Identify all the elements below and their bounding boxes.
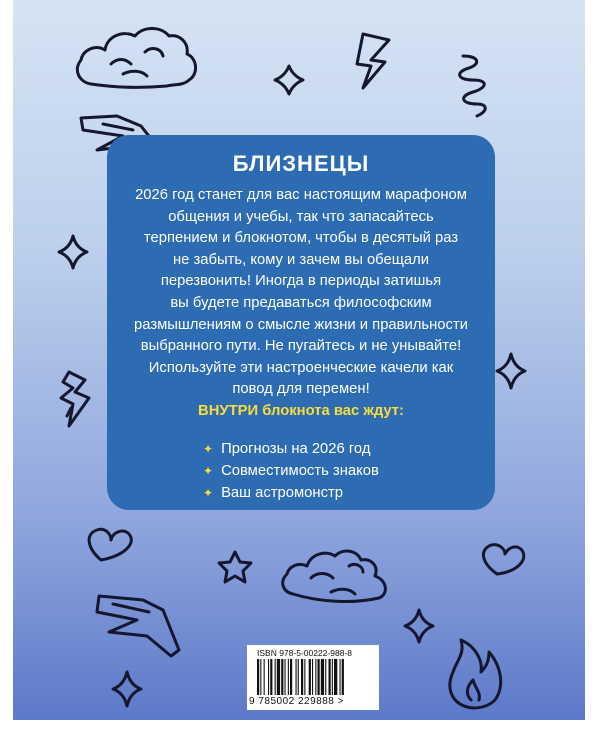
description-line: Используйте эти настроенческие качели как <box>148 359 454 376</box>
feature-label: Прогнозы на 2026 год <box>221 441 371 457</box>
feature-label: Совместимость знаков <box>221 463 379 479</box>
book-back-cover <box>13 0 585 720</box>
inside-heading: ВНУТРИ блокнота вас ждут: <box>198 403 404 419</box>
sparkle-icon <box>113 672 141 706</box>
sparkle-icon <box>275 66 303 94</box>
description-line: общения и учебы, так что запасайтесь <box>168 208 434 225</box>
sparkle-icon <box>405 610 433 642</box>
sparkle-bullet-icon: ✦ <box>203 464 214 478</box>
zodiac-title: БЛИЗНЕЦЫ <box>232 151 370 176</box>
cloud-icon <box>283 551 386 601</box>
sparkle-icon <box>497 354 525 388</box>
features-list <box>203 438 379 504</box>
description-line: перезвонить! Иногда в периоды затишья <box>160 273 442 290</box>
description-text <box>115 185 487 401</box>
star-icon <box>219 552 251 582</box>
comet-icon <box>97 596 179 656</box>
swirl-icon <box>460 56 486 116</box>
isbn-label: ISBN 978-5-00222-988-8 <box>257 648 352 658</box>
cloud-icon <box>77 29 195 88</box>
list-item <box>203 460 379 482</box>
heart-icon <box>89 529 131 560</box>
barcode-box <box>247 645 379 710</box>
feature-label: Ваш астромонстр <box>221 485 343 501</box>
list-item <box>203 438 379 460</box>
barcode-icon <box>257 659 373 695</box>
description-line: не забыть, кому и зачем вы обещали <box>172 251 430 268</box>
sparkle-bullet-icon: ✦ <box>203 486 214 500</box>
sparkle-bullet-icon: ✦ <box>203 442 214 456</box>
barcode-digits: 9 785002 229888 > <box>249 696 344 707</box>
lightning-icon <box>357 34 389 88</box>
description-line: вы будете предаваться философским <box>170 294 432 311</box>
flame-icon <box>450 640 501 708</box>
description-line: размышлениям о смысле жизни и правильности <box>134 316 468 333</box>
heart-icon <box>483 545 523 574</box>
description-line: 2026 год станет для вас настоящим марафоном <box>135 187 467 203</box>
description-panel <box>107 135 495 510</box>
sparkle-icon <box>59 236 87 268</box>
description-line: повод для перемен! <box>232 381 370 398</box>
list-item <box>203 482 379 504</box>
lightning-icon <box>61 372 89 426</box>
description-line: выбранного пути. Не пугайтесь и не унывайте! <box>140 338 462 355</box>
description-line: терпением и блокнотом, чтобы в десятый раз <box>143 230 459 247</box>
